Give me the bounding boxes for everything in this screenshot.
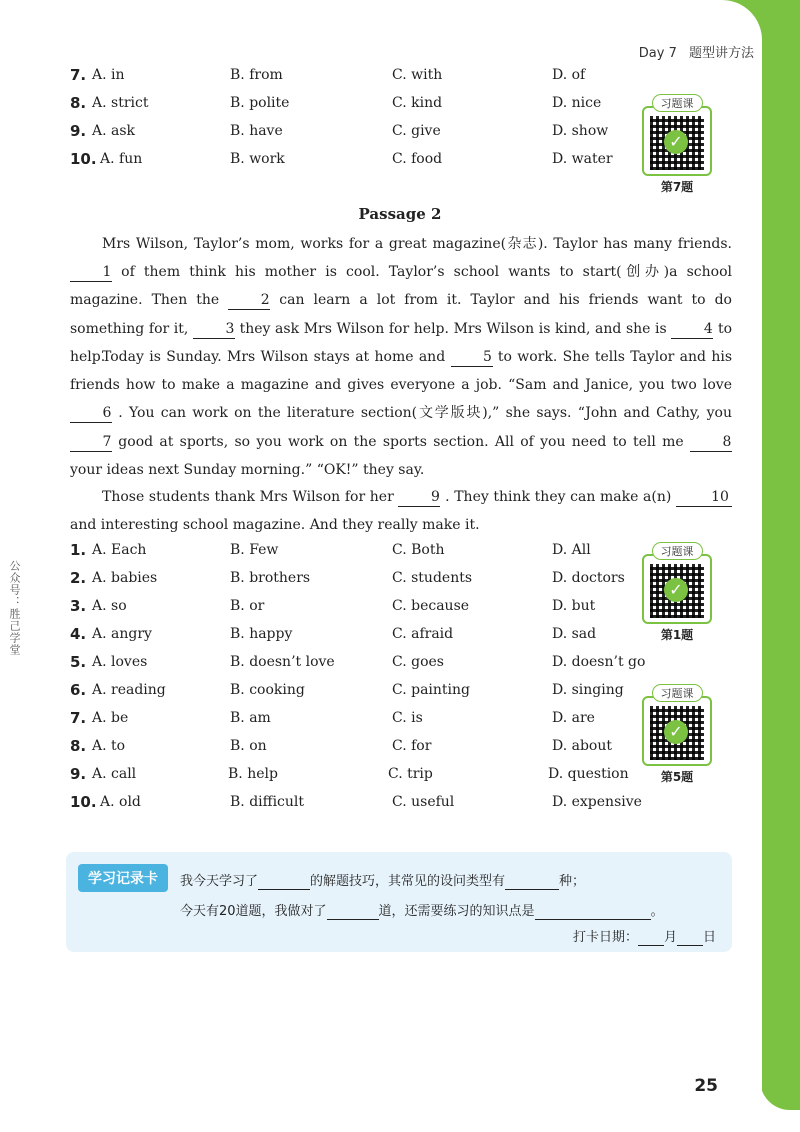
option-a[interactable]: A. be — [92, 710, 129, 726]
record-text: 日 — [702, 930, 716, 945]
option-a[interactable]: A. reading — [92, 682, 166, 698]
question-number: 10. — [70, 150, 97, 168]
option-c[interactable]: C. Both — [392, 542, 445, 558]
option-c[interactable]: C. food — [392, 151, 443, 167]
option-b[interactable]: B. doesn’t love — [230, 654, 335, 670]
passage-text: they ask Mrs Wilson for help. Mrs Wilson is kind, and she is — [239, 320, 667, 337]
passage-paragraph-3 — [70, 483, 732, 539]
option-c[interactable]: C. with — [392, 67, 443, 83]
header-section: 题型讲方法 — [688, 46, 754, 61]
option-c[interactable]: C. give — [392, 123, 441, 139]
passage-text: of them think his mother is cool. Taylor’s school wants to start(创办)a school magazine. Then the — [70, 264, 732, 309]
option-b[interactable]: B. Few — [230, 542, 279, 558]
option-b[interactable]: B. cooking — [230, 682, 305, 698]
passage-text: your ideas next Sunday morning.” “OK!” they say. — [70, 461, 425, 478]
header-day: Day 7 — [638, 46, 677, 61]
option-b[interactable]: B. polite — [230, 95, 290, 111]
option-b[interactable]: B. happy — [230, 626, 293, 642]
qr-code-block[interactable] — [638, 682, 716, 785]
passage-text: . They think they can make a(n) — [445, 489, 672, 505]
qr-frame — [642, 696, 712, 766]
qr-title: 习题课 — [652, 684, 703, 702]
option-a[interactable]: A. to — [92, 738, 126, 754]
option-d[interactable]: D. singing — [552, 682, 624, 698]
option-a[interactable]: A. ask — [92, 123, 136, 139]
passage-title: Passage 2 — [358, 205, 442, 223]
option-b[interactable]: B. or — [230, 598, 265, 614]
question-number: 8. — [70, 94, 87, 112]
blank-1[interactable]: 1 — [70, 263, 112, 282]
qr-frame — [642, 106, 712, 176]
option-a[interactable]: A. angry — [92, 626, 152, 642]
option-c[interactable]: C. painting — [392, 682, 470, 698]
passage-text: Mrs Wilson, Taylor’s mom, works for a great magazine(杂志). Taylor has many friends. — [102, 236, 732, 252]
record-text: 道，还需要练习的知识点是 — [378, 904, 535, 919]
question-number: 3. — [70, 597, 87, 615]
option-d[interactable]: D. expensive — [552, 794, 642, 810]
option-d[interactable]: D. are — [552, 710, 595, 726]
option-a[interactable]: A. old — [100, 794, 141, 810]
record-card — [66, 852, 732, 952]
passage-text: to work. She tells Taylor and his friends how to make a magazine and gives everyone a job. “Sam and Janice, you two love — [70, 349, 733, 394]
record-line-3 — [573, 926, 716, 946]
passage-text: and interesting school magazine. And they really make it. — [70, 517, 480, 534]
month-blank[interactable] — [638, 930, 664, 946]
side-watermark-text: 公众号：胜己学堂 — [8, 560, 21, 656]
option-a[interactable]: A. Each — [92, 542, 147, 558]
option-d[interactable]: D. water — [552, 151, 613, 167]
passage-text: good at sports, so you work on the sports section. All of you need to tell me — [118, 433, 684, 450]
option-d[interactable]: D. but — [552, 598, 596, 614]
question-number: 9. — [70, 765, 87, 783]
option-a[interactable]: A. call — [92, 766, 137, 782]
blank-9[interactable]: 9 — [398, 488, 440, 507]
check-icon: ✓ — [664, 578, 688, 602]
option-d[interactable]: D. sad — [552, 626, 597, 642]
blank-7[interactable]: 7 — [70, 433, 112, 452]
record-text: 。 — [650, 904, 664, 919]
record-text: 月 — [663, 930, 677, 945]
option-b[interactable]: B. brothers — [230, 570, 311, 586]
passage-text: . You can work on the literature section(文学版块),” she says. “John and Cathy, you — [118, 405, 732, 422]
qr-label: 第5题 — [660, 770, 694, 784]
check-icon: ✓ — [664, 720, 688, 744]
record-line-2 — [180, 900, 664, 920]
question-number: 9. — [70, 122, 87, 140]
question-number: 10. — [70, 793, 97, 811]
blank-10[interactable]: 10 — [676, 488, 732, 507]
fill-blank[interactable] — [505, 874, 559, 890]
record-text: 种； — [559, 874, 586, 889]
fill-blank[interactable] — [258, 874, 310, 890]
option-d[interactable]: D. question — [548, 766, 629, 782]
option-d[interactable]: D. doesn’t go — [552, 654, 646, 670]
passage-text: can learn a lot from it. Taylor and his friends want to do something for it, — [70, 292, 732, 337]
running-header — [639, 42, 754, 61]
qr-label: 第1题 — [660, 628, 694, 642]
option-b[interactable]: B. am — [230, 710, 271, 726]
question-number: 1. — [70, 541, 87, 559]
option-b[interactable]: B. help — [228, 766, 278, 782]
option-b[interactable]: B. difficult — [230, 794, 305, 810]
qr-code-block[interactable] — [638, 540, 716, 643]
blank-2[interactable]: 2 — [228, 291, 270, 310]
record-card-tag: 学习记录卡 — [78, 864, 168, 892]
option-d[interactable]: D. All — [552, 542, 591, 558]
qr-frame — [642, 554, 712, 624]
blank-4[interactable]: 4 — [671, 320, 713, 339]
record-text: 我今天学习了 — [180, 874, 259, 889]
option-c[interactable]: C. for — [392, 738, 432, 754]
question-number: 7. — [70, 66, 87, 84]
question-number: 5. — [70, 653, 87, 671]
option-c[interactable]: C. useful — [392, 794, 455, 810]
question-number: 2. — [70, 569, 87, 587]
record-line-1 — [180, 870, 585, 890]
option-c[interactable]: C. students — [392, 570, 473, 586]
check-icon: ✓ — [664, 130, 688, 154]
passage-text: to help. — [70, 320, 733, 365]
option-a[interactable]: A. babies — [92, 570, 158, 586]
option-a[interactable]: A. strict — [92, 95, 149, 111]
option-d[interactable]: D. about — [552, 738, 613, 754]
question-number: 8. — [70, 737, 87, 755]
passage-text: Today is Sunday. Mrs Wilson stays at home and — [102, 349, 446, 365]
option-b[interactable]: B. work — [230, 151, 285, 167]
page-number: 25 — [694, 1076, 718, 1096]
qr-title: 习题课 — [652, 94, 703, 112]
question-number: 6. — [70, 681, 87, 699]
option-c[interactable]: C. afraid — [392, 626, 454, 642]
option-d[interactable]: D. doctors — [552, 570, 625, 586]
option-a[interactable]: A. loves — [92, 654, 148, 670]
option-c[interactable]: C. because — [392, 598, 470, 614]
record-text: 今天有20道题，我做对了 — [180, 904, 327, 919]
question-number: 4. — [70, 625, 87, 643]
option-d[interactable]: D. nice — [552, 95, 602, 111]
fill-blank[interactable] — [327, 904, 379, 920]
option-c[interactable]: C. goes — [392, 654, 444, 670]
qr-code-block[interactable] — [638, 92, 716, 195]
day-blank[interactable] — [677, 930, 703, 946]
option-d[interactable]: D. of — [552, 67, 586, 83]
option-c[interactable]: C. trip — [388, 766, 433, 782]
blank-6[interactable]: 6 — [70, 404, 112, 423]
option-a[interactable]: A. fun — [100, 151, 143, 167]
passage-text: Those students thank Mrs Wilson for her — [102, 489, 394, 505]
option-c[interactable]: C. kind — [392, 95, 443, 111]
qr-label: 第7题 — [660, 180, 694, 194]
option-d[interactable]: D. show — [552, 123, 609, 139]
option-b[interactable]: B. from — [230, 67, 283, 83]
option-b[interactable]: B. on — [230, 738, 267, 754]
blank-8[interactable]: 8 — [690, 433, 732, 452]
passage-paragraph-2 — [70, 343, 732, 484]
blank-3[interactable]: 3 — [193, 320, 235, 339]
page-edge-decoration — [760, 30, 800, 1110]
blank-5[interactable]: 5 — [451, 348, 493, 367]
fill-blank[interactable] — [535, 904, 651, 920]
option-c[interactable]: C. is — [392, 710, 423, 726]
record-text: 打卡日期： — [572, 930, 638, 945]
question-number: 7. — [70, 709, 87, 727]
option-a[interactable]: A. in — [92, 67, 125, 83]
record-text: 的解题技巧，其常见的设问类型有 — [310, 874, 506, 889]
option-b[interactable]: B. have — [230, 123, 283, 139]
option-a[interactable]: A. so — [92, 598, 127, 614]
qr-title: 习题课 — [652, 542, 703, 560]
